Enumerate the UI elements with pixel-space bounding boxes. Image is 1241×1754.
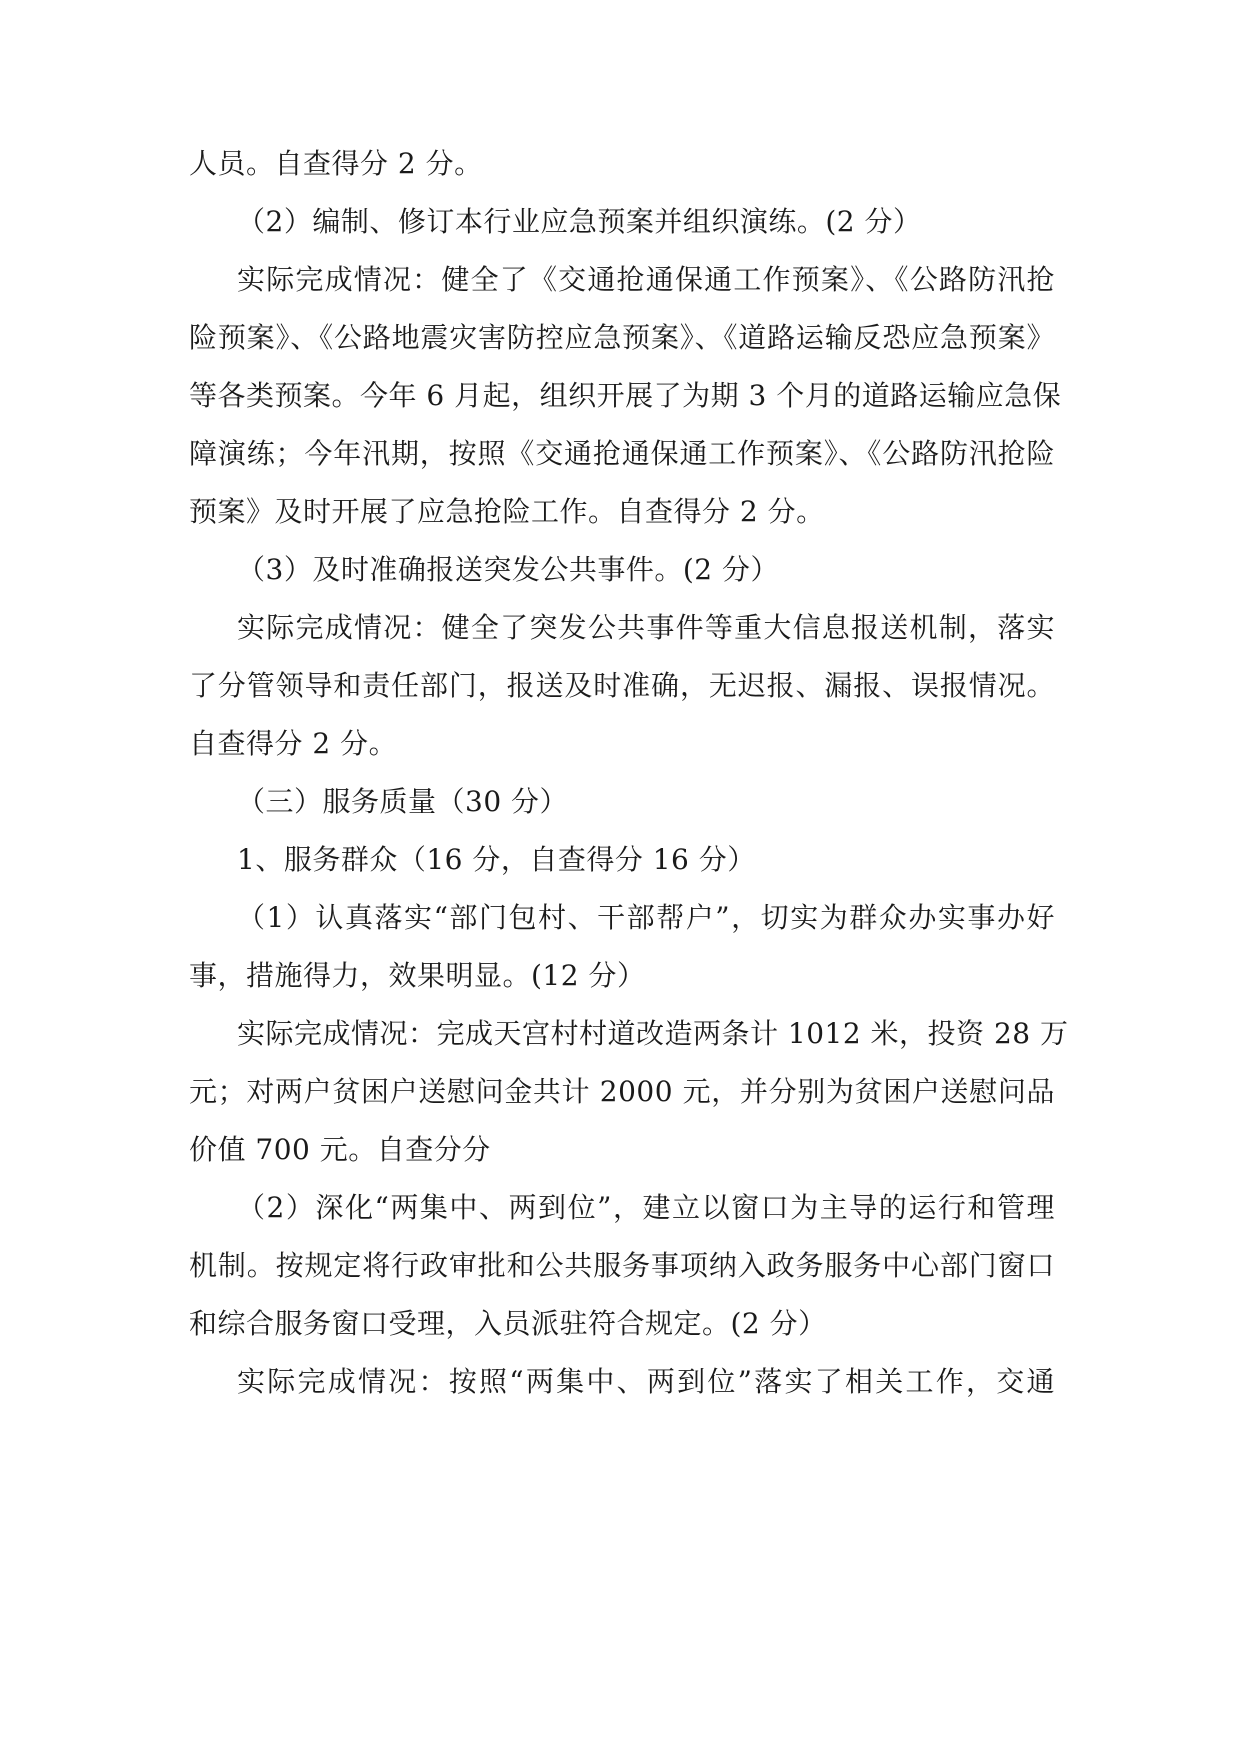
text-line-17: 元；对两户贫困户送慰问金共计 2000 元，并分别为贫困户送慰问品 — [189, 1075, 1055, 1108]
document-page — [189, 0, 1069, 1754]
text-line-10: 了分管领导和责任部门，报送及时准确，无迟报、漏报、误报情况。 — [189, 669, 1055, 702]
text-line-7: 预案》及时开展了应急抢险工作。自查得分 2 分。 — [189, 495, 825, 528]
text-line-18: 价值 700 元。自查分分 — [189, 1133, 491, 1166]
text-line-3: 实际完成情况：健全了《交通抢通保通工作预案》、《公路防汛抢 — [237, 263, 1055, 296]
text-line-11: 自查得分 2 分。 — [189, 727, 398, 760]
text-line-5: 等各类预案。今年 6 月起，组织开展了为期 3 个月的道路运输应急保 — [189, 379, 1062, 412]
text-line-2: （2）编制、修订本行业应急预案并组织演练。(2 分） — [237, 205, 922, 238]
text-line-8: （3）及时准确报送突发公共事件。(2 分） — [237, 553, 779, 586]
text-line-19: （2）深化“两集中、两到位”，建立以窗口为主导的运行和管理 — [237, 1191, 1055, 1224]
text-line-6: 障演练；今年汛期，按照《交通抢通保通工作预案》、《公路防汛抢险 — [189, 437, 1055, 470]
section-heading: （三）服务质量（30 分） — [237, 785, 569, 818]
text-line-4: 险预案》、《公路地震灾害防控应急预案》、《道路运输反恐应急预案》 — [189, 321, 1055, 354]
text-line-15: 事，措施得力，效果明显。(12 分） — [189, 959, 646, 992]
text-line-21: 和综合服务窗口受理，入员派驻符合规定。(2 分） — [189, 1307, 827, 1340]
text-line-1: 人员。自查得分 2 分。 — [189, 147, 483, 180]
text-line-20: 机制。按规定将行政审批和公共服务事项纳入政务服务中心部门窗口 — [189, 1249, 1055, 1282]
text-line-16: 实际完成情况：完成天宫村村道改造两条计 1012 米，投资 28 万 — [237, 1017, 1069, 1050]
text-line-9: 实际完成情况：健全了突发公共事件等重大信息报送机制，落实 — [237, 611, 1055, 644]
text-line-22: 实际完成情况：按照“两集中、两到位”落实了相关工作，交通 — [237, 1365, 1055, 1398]
text-line-14: （1）认真落实“部门包村、干部帮户”，切实为群众办实事办好 — [237, 901, 1055, 934]
subsection-heading: 1、服务群众（16 分，自查得分 16 分） — [237, 843, 756, 876]
